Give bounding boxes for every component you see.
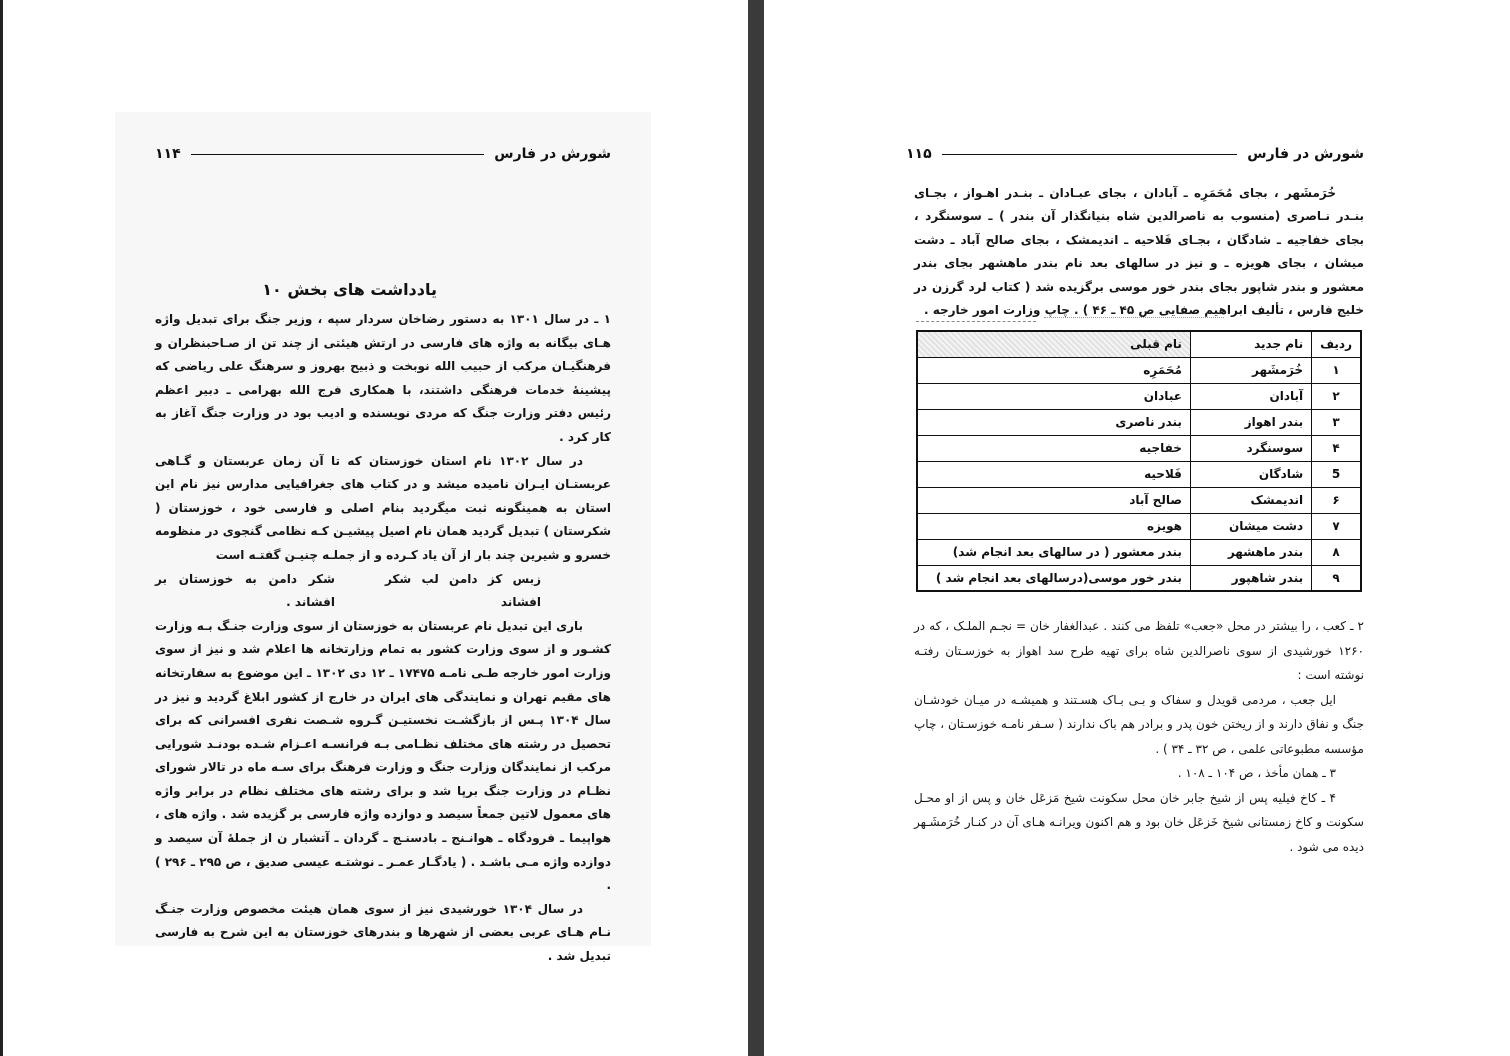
poem-verse <box>155 568 611 615</box>
note: ۳ ـ همان مأخذ ، ص ۱۰۴ ـ ۱۰۸ . <box>1177 766 1336 780</box>
row-index: ۸ <box>1312 539 1361 565</box>
section-title: یادداشت های بخش ۱۰ <box>262 280 437 299</box>
table-row <box>917 409 1361 435</box>
row-new-name: آبادان <box>1190 383 1311 409</box>
table-row <box>917 539 1361 565</box>
right-page-header <box>906 146 1364 162</box>
paragraph: در سال ۱۳۰۲ نام استان خوزستان که تا آن زمان عربستان و گـاهی عربستـان ایـران نامیده میشد و در کتاب های جغرافیایی مدارس نیز نام این استان به همینگونه ثبت میگردید بنام اصلی و فارسی خود ، خوزستان ( شکرستان ) تبدیل گردید همان نام اصیل پیشیـن کـه نظامی گنجوی در منظومه خسرو و شیرین چند بار از آن یاد کـرده و از جملـه چنیـن گفتـه است <box>155 453 611 562</box>
right-page-notes <box>914 614 1364 859</box>
row-index: ۱ <box>1312 357 1361 383</box>
right-page <box>764 0 1510 1056</box>
page-number: ۱۱۵ <box>906 146 932 162</box>
header-old-name: نام قبلی <box>917 331 1190 357</box>
left-page-body <box>155 308 611 969</box>
row-old-name: عبادان <box>917 383 1190 409</box>
row-index: ۷ <box>1312 513 1361 539</box>
row-index: ۳ <box>1312 409 1361 435</box>
paragraph: باری این تبدیل نام عربستان به خوزستان از سوی وزارت جنـگ بـه وزارت کشـور و از سوی وزارت کشور به تمام وزارتخانه ها اعلام شد و نیز از سوی وزارت امور خارجه طـی نامـه ۱۷۴۷۵ ـ ۱۲ دی ۱۳۰۲ ـ این موضوع به سفارتخانه های مقیم تهران و نمایندگی های ایران در خارج از کشور ابلاغ گردید و نیز در سال ۱۳۰۴ پـس از بازگشـت نخستیـن گـروه شـصت نفری افسرانی که برای تحصیل در رشته های مختلف نظـامی بـه فرانسـه اعـزام شـده بودنـد شورایی مرکب از نمایندگان وزارت جنگ و وزارت فرهنگ برای سـه ماه در تالار شورای نظـام در وزارت جنگ برپا شد و برای رشته های مختلف نظام در برابر واژه های معمول لاتین جمعاً سیصد و دوازده واژه فارسی بر گزیده شد . واژه های ، هواپیما ـ فرودگاه ـ هوانـنج ـ بادسنـج ـ گردان ـ آتشبار ن از جملهٔ آن سیصد و دوازده واژه مـی باشـد . ( یادگـار عمـر ـ نوشتـه عیسی صدیق ، ص ۲۹۵ ـ ۲۹۶ ) . <box>155 618 612 893</box>
header-new-name: نام جدید <box>1190 331 1311 357</box>
poem-hemistich: زبس کز دامن لب شکر افشاند <box>384 571 541 610</box>
row-old-name: خفاجیه <box>917 435 1190 461</box>
row-new-name: سوسنگرد <box>1190 435 1311 461</box>
row-index: ۲ <box>1312 383 1361 409</box>
row-new-name: دشت میشان <box>1190 513 1311 539</box>
header-rule <box>191 154 485 155</box>
paragraph: در سال ۱۳۰۴ خورشیدی نیز از سوی همان هیئت مخصوص وزارت جنـگ نـام هـای عربی بعضی از شهرها و بندرهای خوزستان به این شرح به فارسی تبدیل شد . <box>155 901 611 964</box>
row-new-name: بندر شاهپور <box>1190 565 1311 591</box>
row-old-name: مُحَمَرِه <box>917 357 1190 383</box>
row-old-name: فَلاحیه <box>917 461 1190 487</box>
table-row <box>917 487 1361 513</box>
row-index: 5 <box>1312 461 1361 487</box>
note: ۲ ـ کعب ، را بیشتر در محل «جعب» تلفظ می کنند . عبدالغفار خان = نجـم الملـک ، که در ۱۲۶۰ خورشیدی از سوی ناصرالدین شاه برای تهیه طرح سد اهواز به خوزسـتان رفتـه نوشته است : <box>914 619 1364 682</box>
row-index: ۶ <box>1312 487 1361 513</box>
book-spine <box>748 0 764 1056</box>
note: ۴ ـ کاخ فیلیه پس از شیخ جابر خان محل سکونت شیخ مَزعَل خان و پس از او محـل سکونت و کاخ زمستانی شیخ خَزعَل خان بود و هم اکنون ویرانـه هـای آن در کنـار خُرَمشَـهر دیده می شود . <box>914 790 1364 854</box>
running-title: شورش در فارس <box>494 146 611 162</box>
poem-hemistich: شکر دامن به خوزستان بر افشاند . <box>155 571 335 610</box>
row-new-name: بندر ماهشهر <box>1190 539 1311 565</box>
table-row <box>917 435 1361 461</box>
left-page-header <box>155 146 611 162</box>
scan-mark <box>916 318 1036 322</box>
right-page-intro <box>914 182 1364 322</box>
row-old-name: صالح آباد <box>917 487 1190 513</box>
row-new-name: بندر اهواز <box>1190 409 1311 435</box>
table-body <box>917 357 1361 591</box>
row-old-name: بندر معشور ( در سالهای بعد انجام شد) <box>917 539 1190 565</box>
row-old-name: بندر ناصری <box>917 409 1190 435</box>
paragraph: خُرَمشَهر ، بجای مُحَمَرِه ـ آبادان ، بجای عبـادان ـ بنـدر اهـواز ، بجـای بنـدر نـاصری (منسوب به ناصرالدین شاه بنیانگذار آن بندر ) ـ سوسنگرد ، بجای خفاجیه ـ شادگان ، بجـای فَلاحیه ـ اندیمشک ، بجای صالح آباد ـ دشت میشان ، بجای هویزه ـ و نیز در سالهای بعد نام بندر ماهشهر بجای بندر معشور و بندر شاپور بجای بندر خور موسی برگزیده شد ( کتاب لرد گرزن در خلیج فارس ، تألیف ابراهیم صفایی ص ۴۵ ـ ۴۶ ) . چاپ وزارت امور خارجه . <box>914 186 1364 318</box>
table-row <box>917 357 1361 383</box>
row-index: ۴ <box>1312 435 1361 461</box>
table-row <box>917 383 1361 409</box>
row-old-name: هویزه <box>917 513 1190 539</box>
row-index: ۹ <box>1312 565 1361 591</box>
row-old-name: بندر خور موسی(درسالهای بعد انجام شد ) <box>917 565 1190 591</box>
page-number: ۱۱۴ <box>155 146 181 162</box>
names-table <box>916 330 1362 592</box>
scan-mark <box>1044 314 1224 318</box>
header-index: ردیف <box>1312 331 1361 357</box>
paragraph: ۱ ـ در سال ۱۳۰۱ به دستور رضاخان سردار سپه ، وزیر جنگ برای تبدیل واژه هـای بیگانه به واژه های فارسی در ارتش هیئتی از چند تن از صـاحبنظران و فرهنگیـان مرکب از حبیب الله نوبخت و ذبیح بهروز و سرهنگ علی ریاضی که پیشینهٔ خدمات فرهنگی داشتند، با همکاری فرج الله بهرامی ـ دبیر اعظم رئیس دفتر وزارت جنگ که مردی نویسنده و ادیب بود در وزارت جنگ آغاز به کار کرد . <box>155 312 611 444</box>
row-new-name: اندیمشک <box>1190 487 1311 513</box>
table-row <box>917 513 1361 539</box>
note: ایل جعب ، مردمی قویدل و سفاک و بـی بـاک هسـتند و همیشـه در میـان خودشـان جنگ و نفاق دارند و از ریختن خون پدر و برادر هم باک ندارند ( سـفر نامـه خوزسـتان ، چاپ مؤسسه مطبوعاتی علمی ، ص ۳۲ ـ ۳۴ ) . <box>914 692 1364 756</box>
left-page <box>0 0 748 1056</box>
table-row <box>917 565 1361 591</box>
table-row <box>917 461 1361 487</box>
header-rule <box>942 154 1238 155</box>
renamed-places-table <box>916 330 1362 592</box>
row-new-name: شادگان <box>1190 461 1311 487</box>
row-new-name: خُرَمشَهر <box>1190 357 1311 383</box>
table-header-row <box>917 331 1361 357</box>
running-title: شورش در فارس <box>1247 146 1364 162</box>
